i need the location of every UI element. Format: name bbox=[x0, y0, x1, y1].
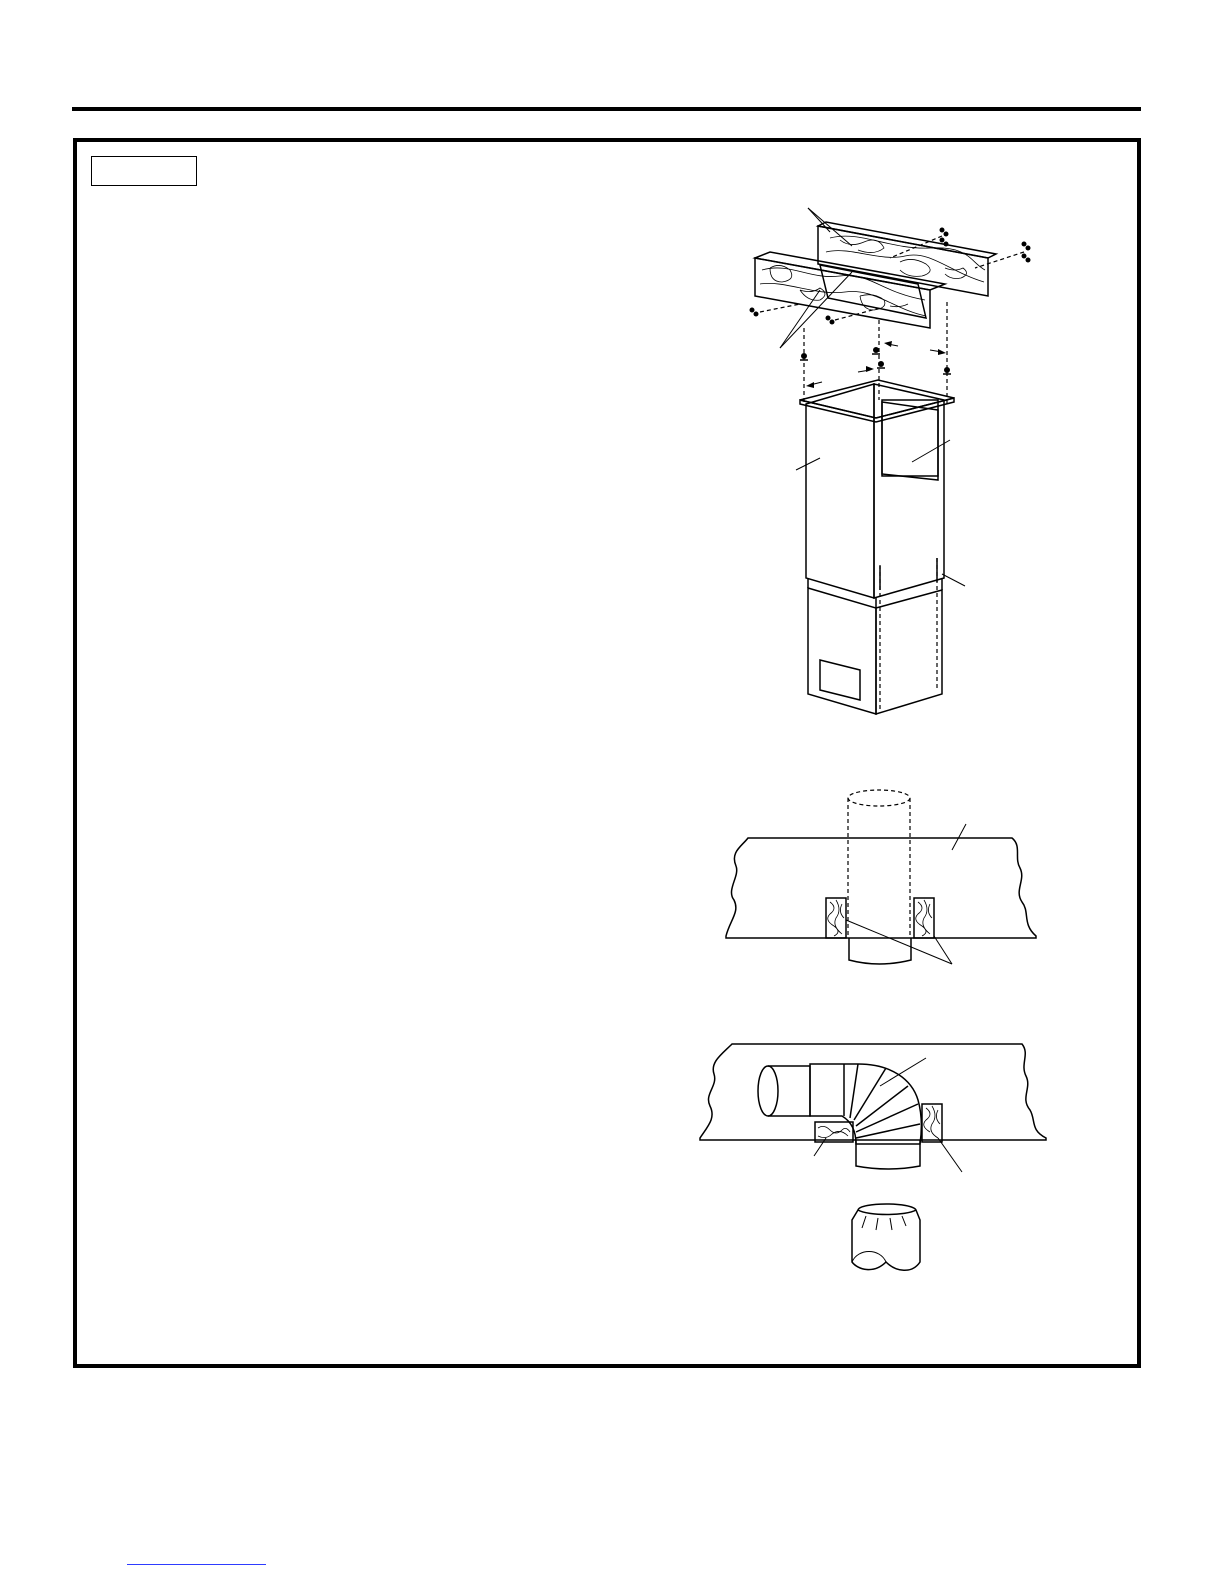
vertical-duct-figure bbox=[726, 790, 1036, 964]
wood-block-right bbox=[914, 898, 934, 938]
wood-block-left bbox=[815, 1122, 853, 1142]
chimney-assembly-figure bbox=[750, 208, 1031, 714]
wood-block-right bbox=[922, 1104, 942, 1142]
wood-block-left bbox=[826, 898, 846, 938]
duct-sleeve-icon bbox=[852, 1204, 920, 1270]
support-board-back bbox=[818, 222, 996, 296]
upper-duct-cover bbox=[806, 384, 944, 598]
elbow-duct-figure bbox=[700, 1044, 1046, 1270]
